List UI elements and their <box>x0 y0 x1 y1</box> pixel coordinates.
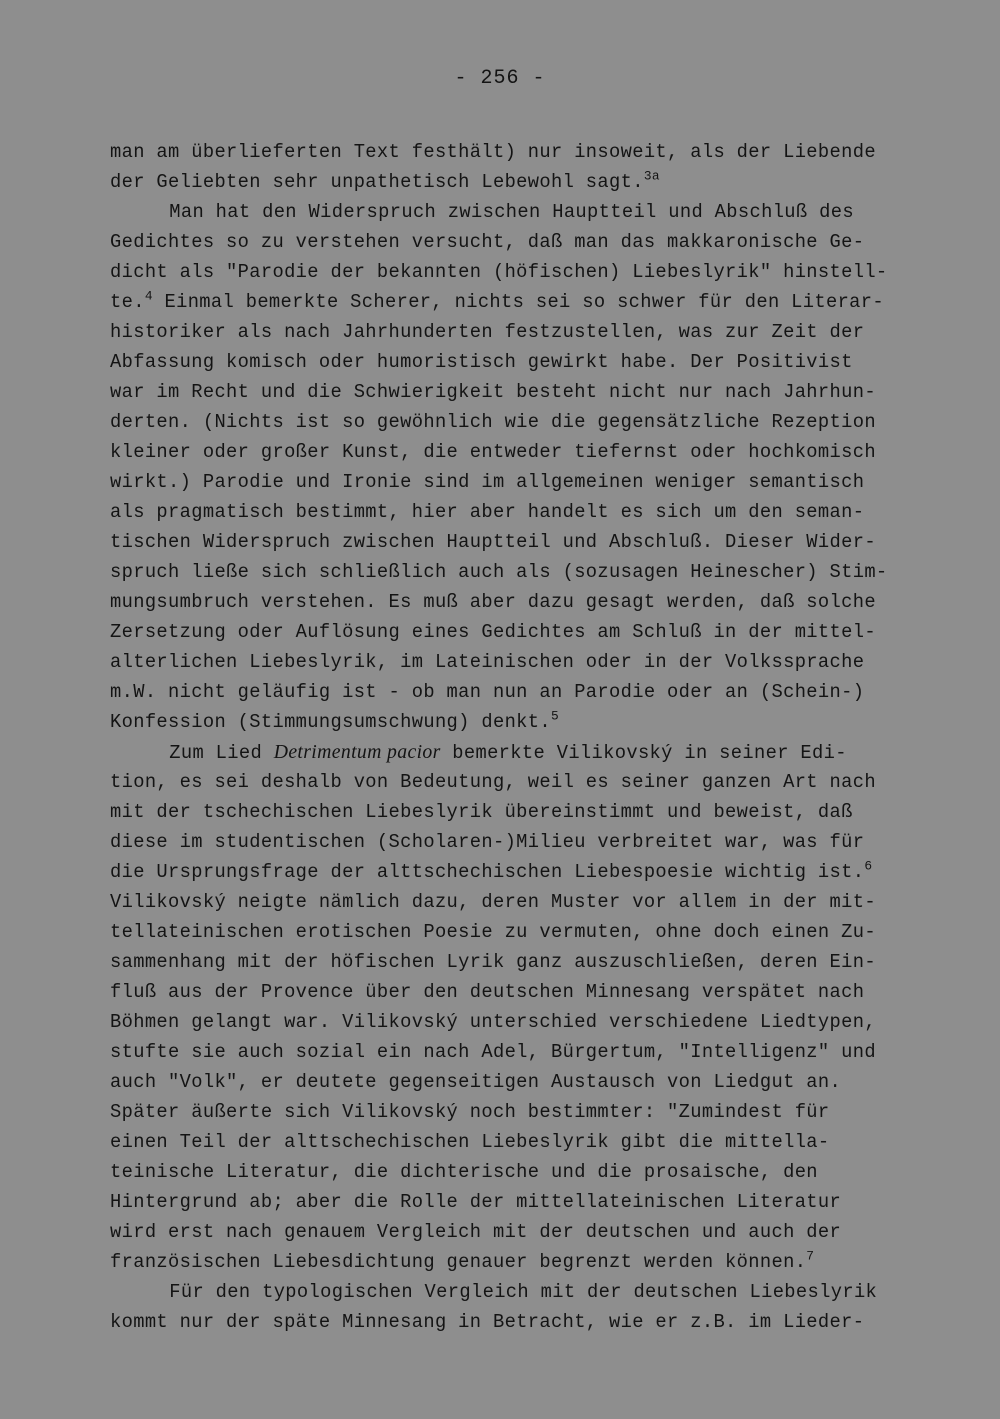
text-line <box>110 977 900 1007</box>
text-line <box>110 317 900 347</box>
text-line <box>110 377 900 407</box>
text-line <box>110 347 900 377</box>
text-line <box>110 1157 900 1187</box>
text-line <box>110 1187 900 1217</box>
text-line <box>110 1097 900 1127</box>
body-text <box>110 137 910 1337</box>
line-text: mit der tschechischen Liebeslyrik übereinstimmt und beweist, daß <box>110 801 853 823</box>
text-line <box>110 287 900 317</box>
line-text: Man hat den Widerspruch zwischen Hauptteil und Abschluß des <box>169 201 854 223</box>
text-line <box>110 1007 900 1037</box>
line-text: die Ursprungsfrage der alttschechischen Liebespoesie wichtig ist. <box>110 861 865 883</box>
text-line <box>110 1277 900 1307</box>
text-line <box>110 167 900 197</box>
line-text: tellateinischen erotischen Poesie zu vermuten, ohne doch einen Zu- <box>110 921 876 943</box>
text-line <box>110 467 900 497</box>
line-text: stufte sie auch sozial ein nach Adel, Bürgertum, "Intelligenz" und <box>110 1041 876 1063</box>
text-line <box>110 797 900 827</box>
text-line <box>110 257 900 287</box>
text-line <box>110 647 900 677</box>
footnote-marker: 6 <box>864 858 873 874</box>
line-text: historiker als nach Jahrhunderten festzustellen, was zur Zeit der <box>110 321 865 343</box>
text-line <box>110 527 900 557</box>
text-line <box>110 707 900 737</box>
text-line <box>110 557 900 587</box>
line-text: tion, es sei deshalb von Bedeutung, weil es seiner ganzen Art nach <box>110 771 876 793</box>
text-line <box>110 1217 900 1247</box>
line-text: Vilikovský neigte nämlich dazu, deren Muster vor allem in der mit- <box>110 891 876 913</box>
line-text: mungsumbruch verstehen. Es muß aber dazu gesagt werden, daß solche <box>110 591 876 613</box>
line-text: wird erst nach genauem Vergleich mit der deutschen und auch der <box>110 1221 842 1243</box>
text-line <box>110 827 900 857</box>
line-text: sammenhang mit der höfischen Lyrik ganz auszuschließen, deren Ein- <box>110 951 876 973</box>
text-line <box>110 137 900 167</box>
line-text: tischen Widerspruch zwischen Hauptteil und Abschluß. Dieser Wider- <box>110 531 876 553</box>
line-text: Abfassung komisch oder humoristisch gewirkt habe. Der Positivist <box>110 351 853 373</box>
text-line <box>110 407 900 437</box>
line-text: kleiner oder großer Kunst, die entweder tiefernst oder hochkomisch <box>110 441 876 463</box>
text-line <box>110 1127 900 1157</box>
footnote-marker: 7 <box>806 1248 815 1264</box>
line-text-continued: Einmal bemerkte Scherer, nichts sei so schwer für den Literar- <box>152 291 884 313</box>
page-number: - 256 - <box>454 67 546 90</box>
text-line <box>110 737 900 767</box>
footnote-marker: 3a <box>643 168 660 184</box>
line-text: wirkt.) Parodie und Ironie sind im allgemeinen weniger semantisch <box>110 471 865 493</box>
line-text-continued: bemerkte Vilikovský in seiner Edi- <box>440 742 847 764</box>
line-text: Böhmen gelangt war. Vilikovský unterschied verschiedene Liedtypen, <box>110 1011 876 1033</box>
line-text: Gedichtes so zu verstehen versucht, daß man das makkaronische Ge- <box>110 231 865 253</box>
line-text: fluß aus der Provence über den deutschen Minnesang verspätet nach <box>110 981 865 1003</box>
text-line <box>110 227 900 257</box>
line-text: teinische Literatur, die dichterische und die prosaische, den <box>110 1161 818 1183</box>
line-text: als pragmatisch bestimmt, hier aber handelt es sich um den seman- <box>110 501 865 523</box>
line-text: Zum Lied <box>169 742 274 764</box>
text-line <box>110 617 900 647</box>
text-line <box>110 197 900 227</box>
text-line <box>110 1037 900 1067</box>
line-text: einen Teil der alttschechischen Liebeslyrik gibt die mittella- <box>110 1131 830 1153</box>
text-line <box>110 497 900 527</box>
line-text: französischen Liebesdichtung genauer begrenzt werden können. <box>110 1251 807 1273</box>
line-text: auch "Volk", er deutete gegenseitigen Austausch von Liedgut an. <box>110 1071 842 1093</box>
line-text: spruch ließe sich schließlich auch als (sozusagen Heinescher) Stim- <box>110 561 888 583</box>
line-text: kommt nur der späte Minnesang in Betracht, wie er z.B. im Lieder- <box>110 1311 865 1333</box>
line-text: man am überlieferten Text festhält) nur insoweit, als der Liebende <box>110 141 876 163</box>
text-line <box>110 767 900 797</box>
line-text: Hintergrund ab; aber die Rolle der mittellateinischen Literatur <box>110 1191 842 1213</box>
line-text: derten. (Nichts ist so gewöhnlich wie die gegensätzliche Rezeption <box>110 411 876 433</box>
text-line <box>110 1247 900 1277</box>
text-line <box>110 1307 900 1337</box>
line-text: war im Recht und die Schwierigkeit besteht nicht nur nach Jahrhun- <box>110 381 876 403</box>
line-text: Später äußerte sich Vilikovský noch bestimmter: "Zumindest für <box>110 1101 830 1123</box>
text-line <box>110 887 900 917</box>
footnote-marker: 4 <box>144 288 153 304</box>
text-line <box>110 1067 900 1097</box>
line-text: Konfession (Stimmungsumschwung) denkt. <box>110 711 551 733</box>
text-line <box>110 677 900 707</box>
line-text: Zersetzung oder Auflösung eines Gedichtes am Schluß in der mittel- <box>110 621 876 643</box>
text-line <box>110 857 900 887</box>
line-text: diese im studentischen (Scholaren-)Milieu verbreitet war, was für <box>110 831 865 853</box>
line-text: alterlichen Liebeslyrik, im Lateinischen oder in der Volkssprache <box>110 651 865 673</box>
text-line <box>110 587 900 617</box>
line-text: m.W. nicht geläufig ist - ob man nun an Parodie oder an (Schein-) <box>110 681 865 703</box>
line-text: te. <box>110 291 145 313</box>
line-text: der Geliebten sehr unpathetisch Lebewohl sagt. <box>110 171 644 193</box>
line-text: dicht als "Parodie der bekannten (höfischen) Liebeslyrik" hinstell- <box>110 261 888 283</box>
line-text: Für den typologischen Vergleich mit der deutschen Liebeslyrik <box>169 1281 878 1303</box>
text-line <box>110 947 900 977</box>
italic-title: Detrimentum pacior <box>273 741 441 763</box>
text-line <box>110 437 900 467</box>
footnote-marker: 5 <box>550 708 560 724</box>
text-line <box>110 917 900 947</box>
